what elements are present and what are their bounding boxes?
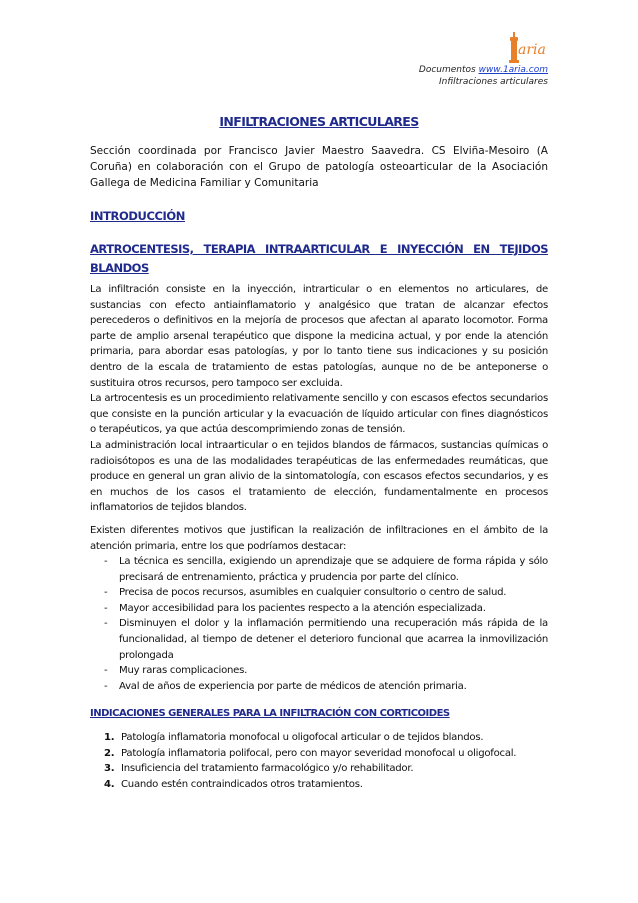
section-credit: Sección coordinada por Francisco Javier Maestro Saavedra. CS Elviña-Mesoiro (A Coruña) en colaboración con el Grupo de patología osteoarticular de la Asociación Gallega de Medicina Familiar y Comunitaria — [90, 145, 548, 189]
item-text: Insuficiencia del tratamiento farmacológico y/o rehabilitador. — [121, 763, 414, 775]
doc-site-link[interactable]: www.1aria.com — [478, 65, 548, 75]
motives-list — [90, 554, 548, 694]
item-number: 4. — [104, 778, 115, 790]
paragraph-artrocentesis: La artrocentesis es un procedimiento relativamente sencillo y con escasos efectos secundarios que consiste en la punción articular y la evacuación de líquido articular con fines diagnósticos o terapéuticos, ya que actúa descomprimiendo zonas de tensión. — [90, 393, 548, 436]
logo-text: aria — [518, 42, 546, 58]
indications-heading: INDICACIONES GENERALES PARA LA INFILTRACIÓN CON CORTICOIDES — [90, 708, 450, 719]
list-item: - Precisa de pocos recursos, asumibles en cualquier consultorio o centro de salud. — [104, 585, 548, 601]
paragraph-administracion: La administración local intraarticular o en tejidos blandos de fármacos, sustancias químicas o radioisótopos es una de las modalidades terapéuticas de las enfermedades reumáticas, que produce en general un gran alivio de la sintomatología, con escasos efectos secundarios, y es en muchos de los casos el tratamiento de elección, fundamentalmente en procesos inflamatorios de tejidos blandos. — [90, 439, 548, 514]
item-text: Patología inflamatoria monofocal u oligofocal articular o de tejidos blandos. — [121, 732, 484, 743]
motives-intro: Existen diferentes motivos que justifican la realización de infiltraciones en el ámbito de la atención primaria, entre los que podríamos destacar: — [90, 524, 548, 552]
item-number: 1. — [104, 732, 115, 743]
document-title: INFILTRACIONES ARTICULARES — [219, 114, 419, 129]
list-item: - Mayor accesibilidad para los pacientes respecto a la atención especializada. — [104, 601, 548, 617]
list-item: - Muy raras complicaciones. — [104, 663, 548, 679]
list-item — [90, 746, 548, 762]
item-number: 2. — [104, 747, 115, 759]
list-item: - Aval de años de experiencia por parte de médicos de atención primaria. — [104, 679, 548, 695]
item-number: 3. — [104, 763, 115, 775]
paragraph-infiltracion: La infiltración consiste en la inyección, intrarticular o en elementos no articulares, de sustancias con efecto antiainflamatorio y analgésico que tratan de alcanzar efectos perecederos o definitivos en la mejoría de procesos que afectan al aparato locomotor. Forma parte de amplio arsenal terapéutico que dispone la medicina actual, y por ende la atención primaria, para abordar esas patologías, y por lo tanto tiene sus indicaciones y su posición dentro de la escala de tratamiento de estas patologías, aunque no de be anteponerse o sustituira otros recursos, pero tampoco ser excluida. — [90, 284, 548, 389]
artro-heading — [90, 240, 548, 278]
list-item — [90, 730, 548, 746]
document-header — [419, 64, 548, 88]
body-text — [90, 282, 548, 694]
list-item: - Disminuyen el dolor y la inflamación permitiendo una recuperación más rápida de la funcionalidad, al tiempo de detener el deterioro funcional que acarrea la inmovilización prolongada — [104, 616, 548, 663]
list-item — [90, 761, 548, 777]
list-item — [90, 777, 548, 793]
logo-1aria — [508, 30, 552, 64]
list-item: - La técnica es sencilla, exigiendo un aprendizaje que se adquiere de forma rápida y sólo precisará de entrenamiento, práctica y prudencia por parte del clínico. — [104, 554, 548, 585]
intro-heading: INTRODUCCIÓN — [90, 209, 186, 223]
doc-prefix: Documentos — [418, 65, 479, 75]
item-text: Patología inflamatoria polifocal, pero con mayor severidad monofocal u oligofocal. — [121, 747, 517, 759]
indications-list — [90, 730, 548, 792]
artro-heading-text: ARTROCENTESIS, TERAPIA INTRAARTICULAR E INYECCIÓN EN TEJIDOS BLANDOS — [90, 242, 548, 275]
doc-subtitle: Infiltraciones articulares — [438, 77, 548, 87]
item-text: Cuando estén contraindicados otros tratamientos. — [121, 778, 363, 790]
